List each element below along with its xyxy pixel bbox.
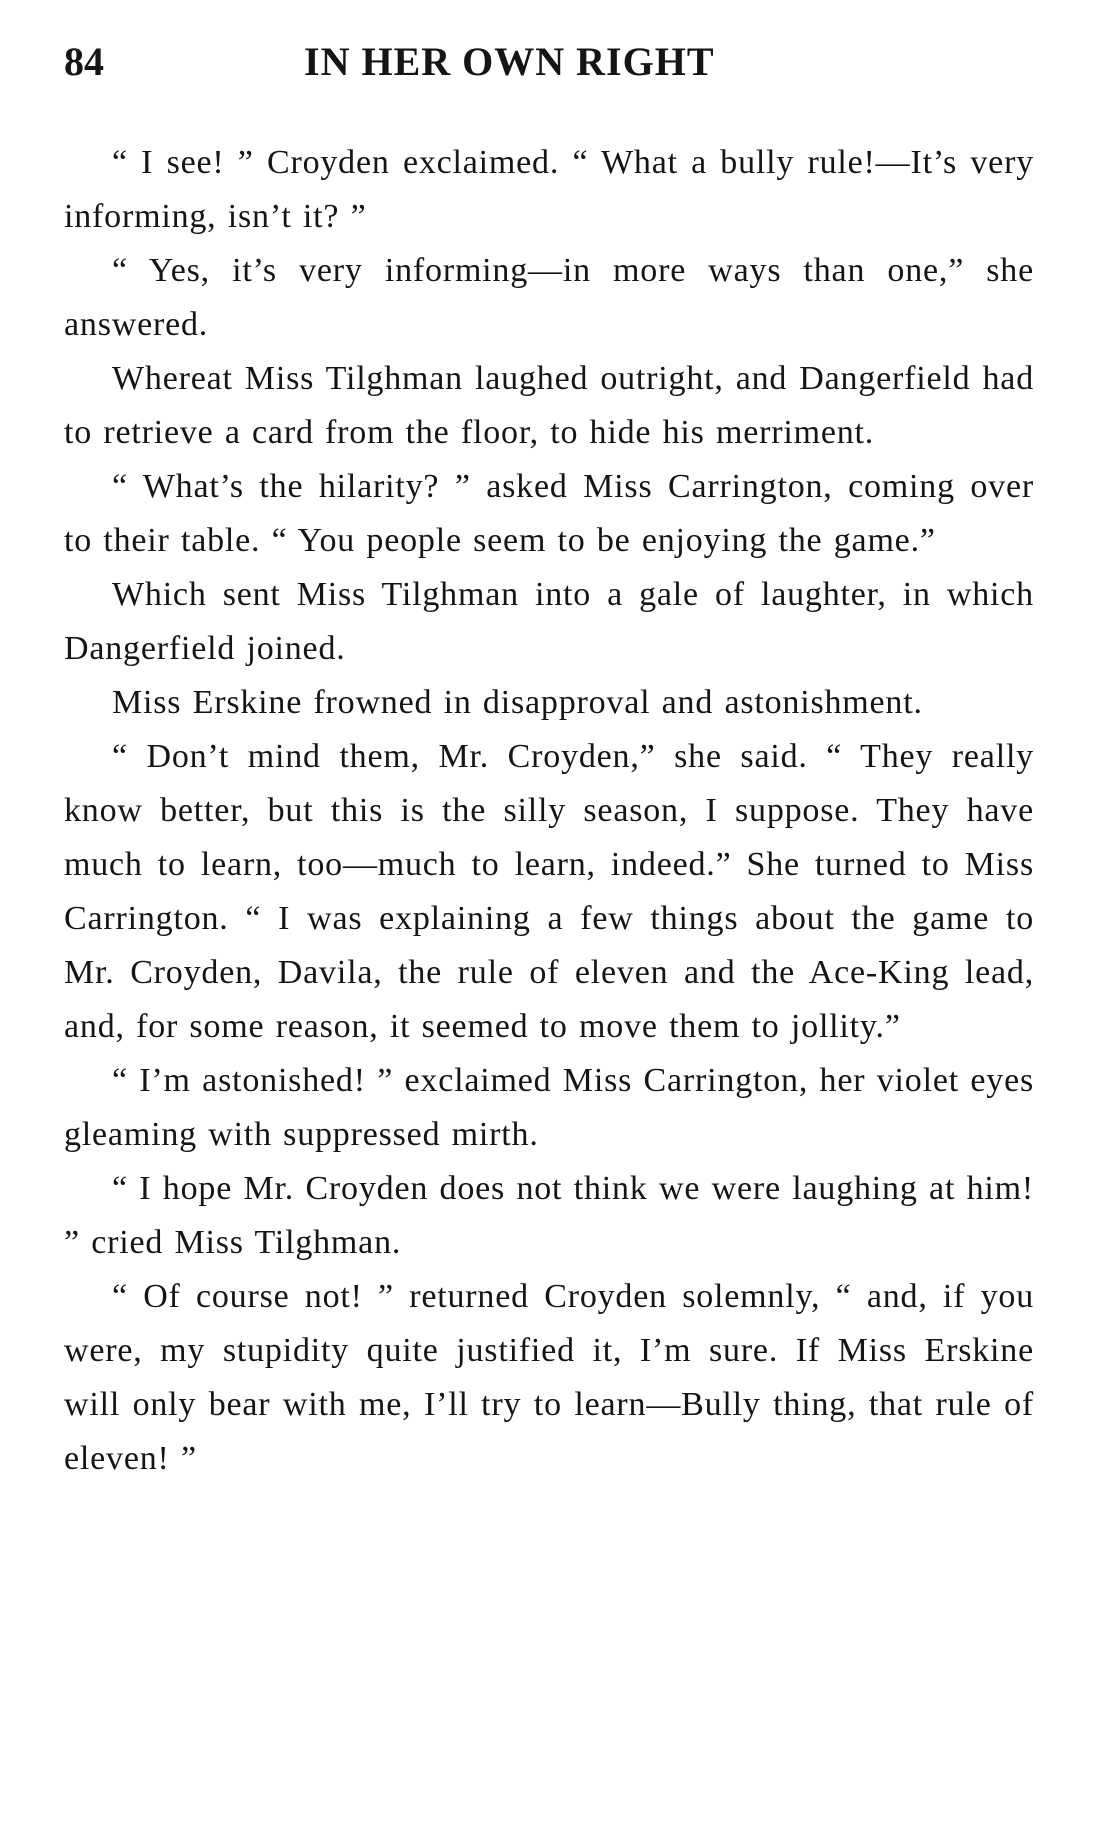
page-header: [64, 38, 1044, 98]
paragraph: “ I hope Mr. Croyden does not think we were laughing at him! ” cried Miss Tilghman.: [64, 1170, 1034, 1261]
paragraph: “ What’s the hilarity? ” asked Miss Carrington, coming over to their table. “ You people seem to be enjoying the game.”: [64, 468, 1034, 559]
paragraph: “ Don’t mind them, Mr. Croyden,” she said. “ They really know better, but this is the silly season, I suppose. They have much to learn, too—much to learn, indeed.” She turned to Miss Carrington. “ I was explaining a few things about the game to Mr. Croyden, Davila, the rule of eleven and the Ace-King lead, and, for some reason, it seemed to move them to jollity.”: [64, 738, 1034, 1045]
paragraph: Which sent Miss Tilghman into a gale of laughter, in which Dangerfield joined.: [64, 576, 1034, 667]
body-text: [64, 136, 1034, 1486]
paragraph: Whereat Miss Tilghman laughed outright, and Dangerfield had to retrieve a card from the floor, to hide his merriment.: [64, 360, 1034, 451]
paragraph: “ Yes, it’s very informing—in more ways than one,” she answered.: [64, 252, 1034, 343]
paragraph: “ Of course not! ” returned Croyden solemnly, “ and, if you were, my stupidity quite justified it, I’m sure. If Miss Erskine will only bear with me, I’ll try to learn—Bully thing, that rule of eleven! ”: [64, 1278, 1034, 1477]
page-number: 84: [64, 39, 104, 84]
paragraph: “ I see! ” Croyden exclaimed. “ What a bully rule!—It’s very informing, isn’t it? ”: [64, 144, 1034, 235]
paragraph: Miss Erskine frowned in disapproval and astonishment.: [112, 684, 923, 721]
running-title: IN HER OWN RIGHT: [304, 39, 715, 84]
paragraph: “ I’m astonished! ” exclaimed Miss Carrington, her violet eyes gleaming with suppressed mirth.: [64, 1062, 1034, 1153]
